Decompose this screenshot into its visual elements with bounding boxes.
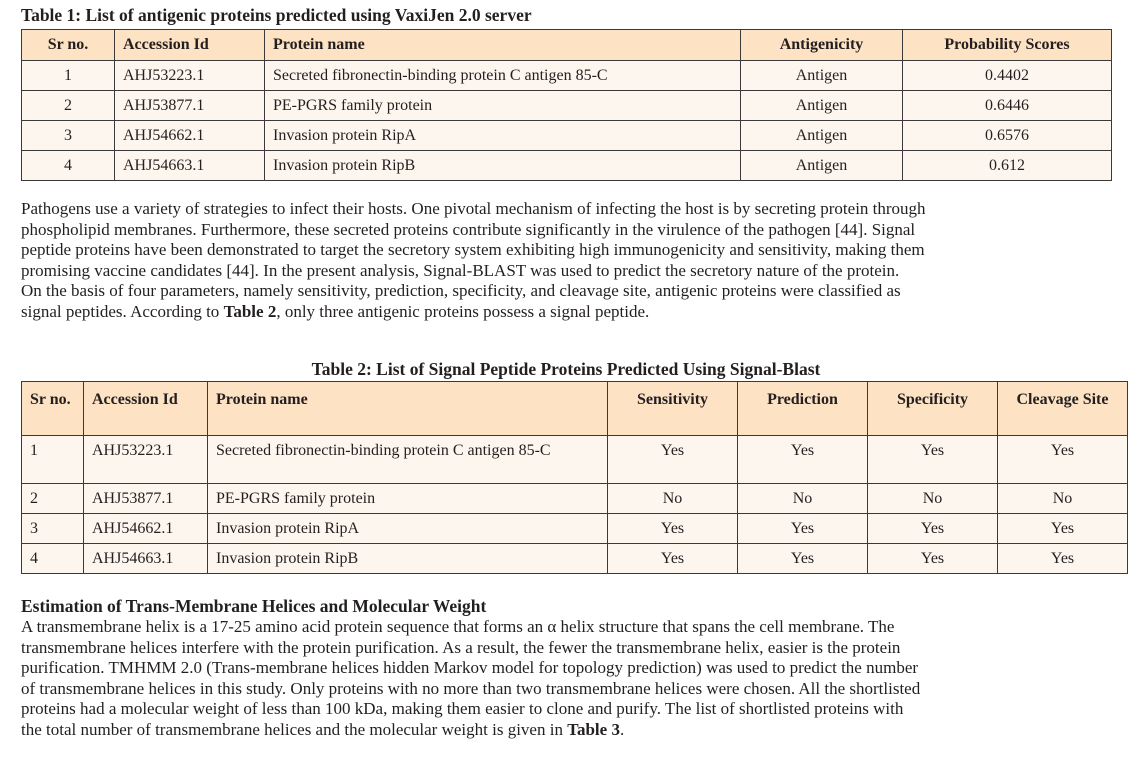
- paragraph-text: .: [619, 719, 625, 739]
- table1-header-row: [22, 30, 1112, 61]
- paragraph-line: purification. TMHMM 2.0 (Trans-membrane helices hidden Markov model for topology prediction) was used to predict the number: [21, 658, 919, 678]
- paragraph-last-line: [21, 720, 1111, 741]
- table1-cell-protein-name: Invasion protein RipA: [265, 121, 741, 151]
- table1-cell-protein-name: Secreted fibronectin-binding protein C antigen 85-C: [265, 61, 741, 91]
- paragraph-line: of transmembrane helices in this study. Only proteins with no more than two transmembrane helices were chosen. All the shortlisted: [21, 678, 921, 698]
- table2-header-prediction: Prediction: [738, 382, 868, 436]
- table2-cell-cleavage-site: Yes: [998, 544, 1128, 574]
- table2-cell-cleavage-site: Yes: [998, 514, 1128, 544]
- table-row: [22, 151, 1112, 181]
- table1-cell-sr-no: 1: [22, 61, 115, 91]
- table2-cell-protein-name: PE-PGRS family protein: [208, 484, 608, 514]
- paragraph-transmembrane-helices: [21, 617, 1111, 741]
- table2-cell-sensitivity: Yes: [608, 544, 738, 574]
- paragraph-line: On the basis of four parameters, namely sensitivity, prediction, specificity, and cleavage site, antigenic proteins were classified as: [21, 281, 901, 301]
- table2-header-accession-id: Accession Id: [84, 382, 208, 436]
- table2: [21, 381, 1128, 574]
- paragraph-line: promising vaccine candidates [44]. In the present analysis, Signal-BLAST was used to predict the secretory nature of the protein.: [21, 260, 900, 280]
- table-row: [22, 484, 1128, 514]
- table3-reference: Table 3: [567, 719, 620, 739]
- table1-cell-probability-score: 0.6576: [903, 121, 1112, 151]
- table2-reference: Table 2: [223, 301, 277, 321]
- table2-cell-specificity: No: [868, 484, 998, 514]
- table2-cell-specificity: Yes: [868, 514, 998, 544]
- table1-cell-sr-no: 3: [22, 121, 115, 151]
- table2-cell-accession-id: AHJ54663.1: [84, 544, 208, 574]
- table2-cell-sr-no: 1: [22, 436, 84, 484]
- paragraph-text: signal peptides. According to: [21, 301, 224, 321]
- table2-header-sensitivity: Sensitivity: [608, 382, 738, 436]
- table1-header-antigenicity: Antigenicity: [741, 30, 903, 61]
- table1-cell-antigenicity: Antigen: [741, 121, 903, 151]
- table2-cell-protein-name: Invasion protein RipB: [208, 544, 608, 574]
- table2-cell-accession-id: AHJ53223.1: [84, 436, 208, 484]
- table2-cell-cleavage-site: Yes: [998, 436, 1128, 484]
- table2-cell-prediction: Yes: [738, 514, 868, 544]
- paragraph-text: , only three antigenic proteins possess a signal peptide.: [276, 301, 650, 321]
- table2-cell-protein-name: Invasion protein RipA: [208, 514, 608, 544]
- table1-cell-antigenicity: Antigen: [741, 61, 903, 91]
- paragraph-line: proteins had a molecular weight of less than 100 kDa, making them easier to clone and purify. The list of shortlisted proteins with: [21, 699, 904, 719]
- table2-header-sr-no: Sr no.: [22, 382, 84, 436]
- table2-cell-accession-id: AHJ54662.1: [84, 514, 208, 544]
- table-row: [22, 61, 1112, 91]
- paragraph-text: the total number of transmembrane helices and the molecular weight is given in: [21, 719, 568, 739]
- table1-cell-probability-score: 0.4402: [903, 61, 1112, 91]
- table-row: [22, 436, 1128, 484]
- paragraph-line: transmembrane helices interfere with the protein purification. As a result, the fewer the transmembrane helix, easier is the protein: [21, 637, 901, 657]
- table1-header-probability-scores: Probability Scores: [903, 30, 1112, 61]
- table2-cell-sensitivity: No: [608, 484, 738, 514]
- table2-header-specificity: Specificity: [868, 382, 998, 436]
- table1-cell-antigenicity: Antigen: [741, 151, 903, 181]
- table2-cell-sensitivity: Yes: [608, 436, 738, 484]
- table1-cell-protein-name: PE-PGRS family protein: [265, 91, 741, 121]
- table1-cell-antigenicity: Antigen: [741, 91, 903, 121]
- table1-cell-sr-no: 2: [22, 91, 115, 121]
- table2-header-row: [22, 382, 1128, 436]
- table1-cell-accession-id: AHJ53877.1: [115, 91, 265, 121]
- table2-cell-cleavage-site: No: [998, 484, 1128, 514]
- paragraph-line: Pathogens use a variety of strategies to infect their hosts. One pivotal mechanism of infecting the host is by secreting protein through: [21, 199, 926, 218]
- table1-cell-probability-score: 0.6446: [903, 91, 1112, 121]
- table1-header-protein-name: Protein name: [265, 30, 741, 61]
- table2-cell-specificity: Yes: [868, 544, 998, 574]
- table1-cell-protein-name: Invasion protein RipB: [265, 151, 741, 181]
- paragraph-line: phospholipid membranes. Furthermore, these secreted proteins contribute significantly in the virulence of the pathogen [44]. Signal: [21, 219, 916, 239]
- table-row: [22, 121, 1112, 151]
- paragraph-signal-peptides: [21, 199, 1111, 323]
- section-heading: Estimation of Trans-Membrane Helices and Molecular Weight: [21, 596, 487, 616]
- table2-header-protein-name: Protein name: [208, 382, 608, 436]
- table1-cell-sr-no: 4: [22, 151, 115, 181]
- paragraph-line: peptide proteins have been demonstrated to target the secretory system exhibiting high immunogenicity and sensitivity, making them: [21, 240, 925, 260]
- table2-cell-prediction: No: [738, 484, 868, 514]
- table2-cell-accession-id: AHJ53877.1: [84, 484, 208, 514]
- table1-header-sr-no: Sr no.: [22, 30, 115, 61]
- table2-cell-specificity: Yes: [868, 436, 998, 484]
- table2-caption: Table 2: List of Signal Peptide Proteins Predicted Using Signal-Blast: [311, 359, 821, 379]
- table1-cell-accession-id: AHJ53223.1: [115, 61, 265, 91]
- paragraph-line: A transmembrane helix is a 17-25 amino acid protein sequence that forms an α helix structure that spans the cell membrane. The: [21, 617, 895, 636]
- table1-cell-probability-score: 0.612: [903, 151, 1112, 181]
- paragraph-last-line: [21, 302, 1111, 323]
- table1-cell-accession-id: AHJ54663.1: [115, 151, 265, 181]
- table2-header-cleavage-site: Cleavage Site: [998, 382, 1128, 436]
- table-row: [22, 544, 1128, 574]
- table1-header-accession-id: Accession Id: [115, 30, 265, 61]
- table1-caption: Table 1: List of antigenic proteins predicted using VaxiJen 2.0 server: [21, 5, 532, 25]
- table2-cell-sensitivity: Yes: [608, 514, 738, 544]
- table2-cell-sr-no: 4: [22, 544, 84, 574]
- table1-cell-accession-id: AHJ54662.1: [115, 121, 265, 151]
- table2-cell-prediction: Yes: [738, 436, 868, 484]
- table2-cell-prediction: Yes: [738, 544, 868, 574]
- table2-cell-sr-no: 2: [22, 484, 84, 514]
- table-row: [22, 91, 1112, 121]
- table1: [21, 29, 1112, 181]
- table2-cell-sr-no: 3: [22, 514, 84, 544]
- table2-cell-protein-name: Secreted fibronectin-binding protein C antigen 85-C: [208, 436, 608, 484]
- table-row: [22, 514, 1128, 544]
